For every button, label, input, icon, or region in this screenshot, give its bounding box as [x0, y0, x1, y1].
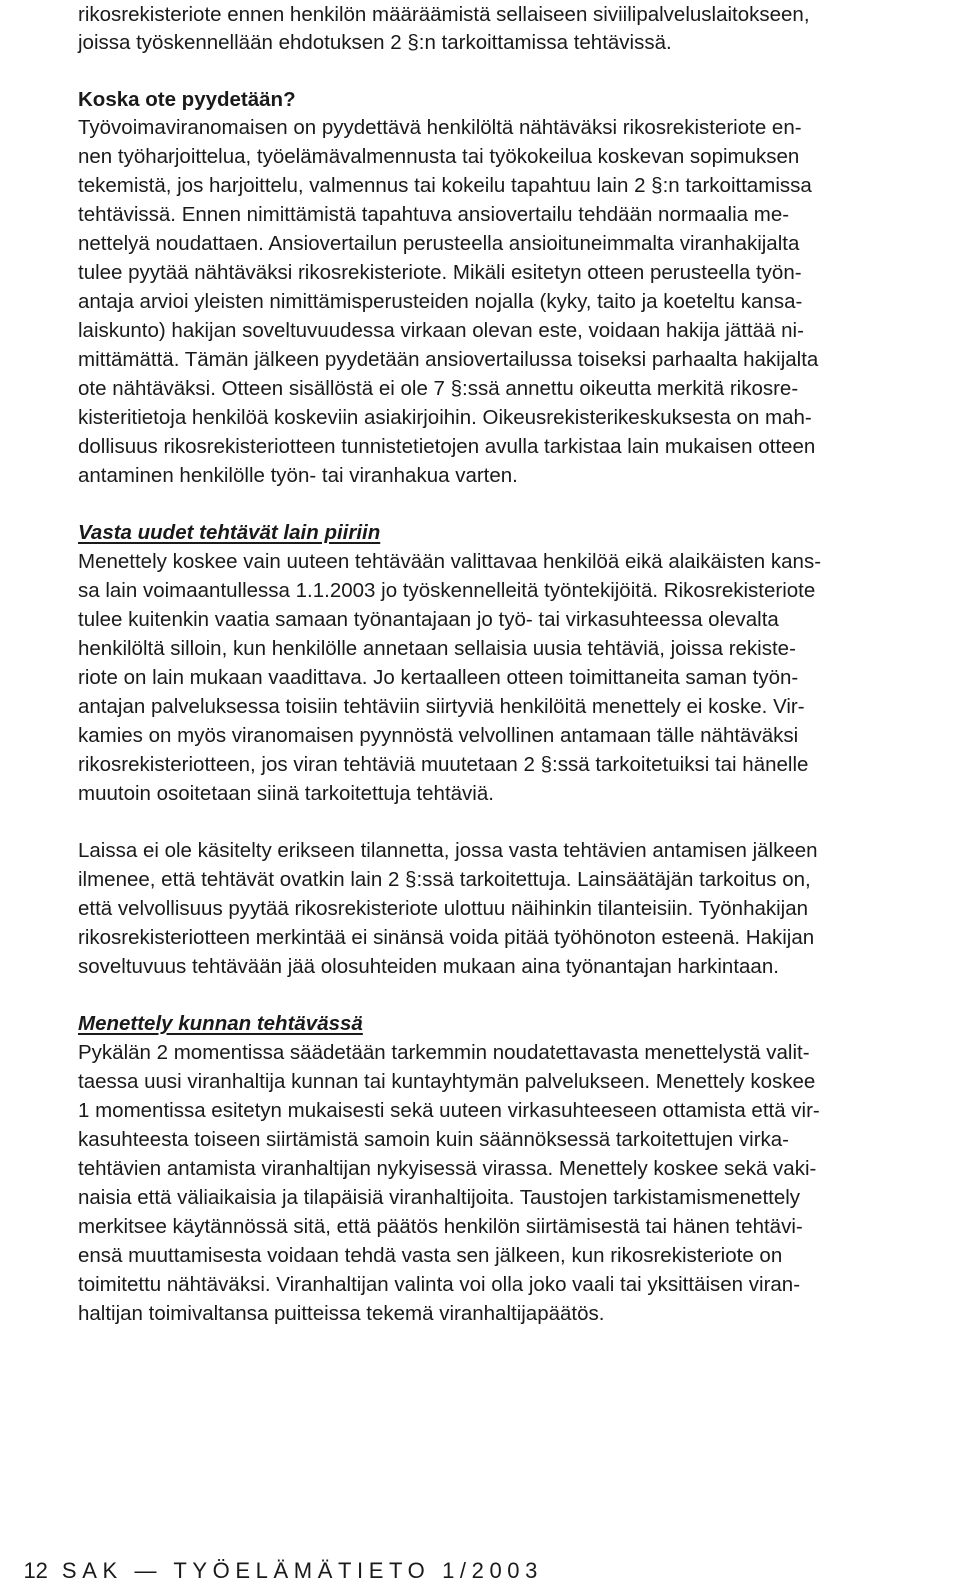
body-text-line: kamies on myös viranomaisen pyynnöstä velvollinen antamaan tälle nähtäväksi — [78, 724, 799, 747]
body-text-line: tehtävissä. Ennen nimittämistä tapahtuva ansiovertailu tehdään normaalia me- — [78, 203, 790, 226]
body-text-line: antaja arvioi yleisten nimittämisperusteiden nojalla (kyky, taito ja koeteltu kansa- — [78, 290, 803, 313]
body-text-line: tehtävien antamista viranhaltijan nykyisessä virassa. Menettely koskee sekä vaki- — [78, 1157, 817, 1180]
body-text-line: Pykälän 2 momentissa säädetään tarkemmin noudatettavasta menettelystä valit- — [78, 1041, 810, 1064]
body-text-line: henkilöltä silloin, kun henkilölle annetaan sellaisia uusia tehtäviä, joissa rekiste- — [78, 637, 796, 660]
body-text-line: mittämättä. Tämän jälkeen pyydetään ansiovertailussa toiseksi parhaalta hakijalta — [78, 348, 819, 371]
publication-name: SAK — TYÖELÄMÄTIETO 1/2003 — [61, 1558, 543, 1583]
page-number: 12 — [23, 1558, 48, 1583]
body-text-line: kisteritietoja henkilöä koskeviin asiakirjoihin. Oikeusrekisterikeskuksesta on mah- — [78, 406, 812, 429]
body-text-line: tulee pyytää nähtäväksi rikosrekisteriote. Mikäli esitetyn otteen perusteella työn- — [78, 261, 802, 284]
section-heading: Koska ote pyydetään? — [78, 88, 296, 111]
body-text-line: rikosrekisteriotteen, jos viran tehtäviä muutetaan 2 §:ssä tarkoitetuiksi tai hänelle — [78, 753, 809, 776]
body-text-line: toimitettu nähtäväksi. Viranhaltijan valinta voi olla joko vaali tai yksittäisen viran- — [78, 1273, 801, 1296]
body-text-line: naisia että väliaikaisia ja tilapäisiä viranhaltijoita. Taustojen tarkistamismenettely — [78, 1186, 801, 1209]
body-text-line: 1 momentissa esitetyn mukaisesti sekä uuteen virkasuhteeseen ottamista että vir- — [78, 1099, 820, 1122]
body-text-line: muutoin osoitetaan siinä tarkoitettuja tehtäviä. — [78, 782, 494, 805]
body-text-line: Menettely koskee vain uuteen tehtävään valittavaa henkilöä eikä alaikäisten kans- — [78, 550, 822, 573]
section-heading: Vasta uudet tehtävät lain piiriin — [78, 521, 381, 544]
body-text-line: tekemistä, jos harjoittelu, valmennus tai kokeilu tapahtuu lain 2 §:n tarkoittamissa — [78, 174, 812, 197]
body-text-line: haltijan toimivaltansa puitteissa tekemä viranhaltijapäätös. — [78, 1302, 605, 1325]
body-text-line: ote nähtäväksi. Otteen sisällöstä ei ole 7 §:ssä annettu oikeutta merkitä rikosre- — [78, 377, 799, 400]
body-text-line: rikosrekisteriotteen merkintää ei sinänsä voida pitää työhönoton esteenä. Hakijan — [78, 926, 815, 949]
body-text-line: nettelyä noudattaen. Ansiovertailun perusteella ansioituneimmalta viranhakijalta — [78, 232, 800, 255]
section-heading: Menettely kunnan tehtävässä — [78, 1012, 363, 1035]
body-text-line: riote on lain mukaan vaadittava. Jo kertaalleen otteen toimittaneita saman työn- — [78, 666, 799, 689]
body-text-line: merkitsee käytännössä sitä, että päätös henkilön siirtämisestä tai hänen tehtävi- — [78, 1215, 803, 1238]
body-text-line: joissa työskennellään ehdotuksen 2 §:n tarkoittamissa tehtävissä. — [78, 31, 672, 54]
body-text-line: soveltuvuus tehtävään jää olosuhteiden mukaan aina työnantajan harkintaan. — [78, 955, 779, 978]
body-text-line: sa lain voimaantullessa 1.1.2003 jo työskennelleitä työntekijöitä. Rikosrekisteriote — [78, 579, 816, 602]
body-text-line: antaminen henkilölle työn- tai viranhakua varten. — [78, 464, 518, 487]
body-text-line: antajan palveluksessa toisiin tehtäviin siirtyviä henkilöitä menettely ei koske. Vir- — [78, 695, 805, 718]
body-text-line: tulee kuitenkin vaatia samaan työnantajaan jo työ- tai virkasuhteessa olevalta — [78, 608, 779, 631]
body-text-line: rikosrekisteriote ennen henkilön määräämistä sellaiseen siviilipalveluslaitokseen, — [78, 3, 810, 26]
body-text-line: nen työharjoittelua, työelämävalmennusta tai työkokeilua koskevan sopimuksen — [78, 145, 800, 168]
body-text-line: Laissa ei ole käsitelty erikseen tilannetta, jossa vasta tehtävien antamisen jälkeen — [78, 839, 818, 862]
body-text-line: laiskunto) hakijan soveltuvuudessa virkaan olevan este, voidaan hakija jättää ni- — [78, 319, 804, 342]
body-text-line: dollisuus rikosrekisteriotteen tunnistetietojen avulla tarkistaa lain mukaisen otteen — [78, 435, 816, 458]
body-text-line: taessa uusi viranhaltija kunnan tai kuntayhtymän palvelukseen. Menettely koskee — [78, 1070, 816, 1093]
body-text-line: ensä muuttamisesta voidaan tehdä vasta sen jälkeen, kun rikosrekisteriote on — [78, 1244, 783, 1267]
page-footer — [0, 1532, 543, 1584]
body-text-line: kasuhteesta toiseen siirtämistä samoin kuin säännöksessä tarkoitettujen virka- — [78, 1128, 790, 1151]
body-text-line: Työvoimaviranomaisen on pyydettävä henkilöltä nähtäväksi rikosrekisteriote en- — [78, 116, 802, 139]
body-text-line: että velvollisuus pyytää rikosrekisteriote ulottuu näihinkin tilanteisiin. Työnhakijan — [78, 897, 809, 920]
body-text-line: ilmenee, että tehtävät ovatkin lain 2 §:ssä tarkoitettuja. Lainsäätäjän tarkoitus on, — [78, 868, 811, 891]
